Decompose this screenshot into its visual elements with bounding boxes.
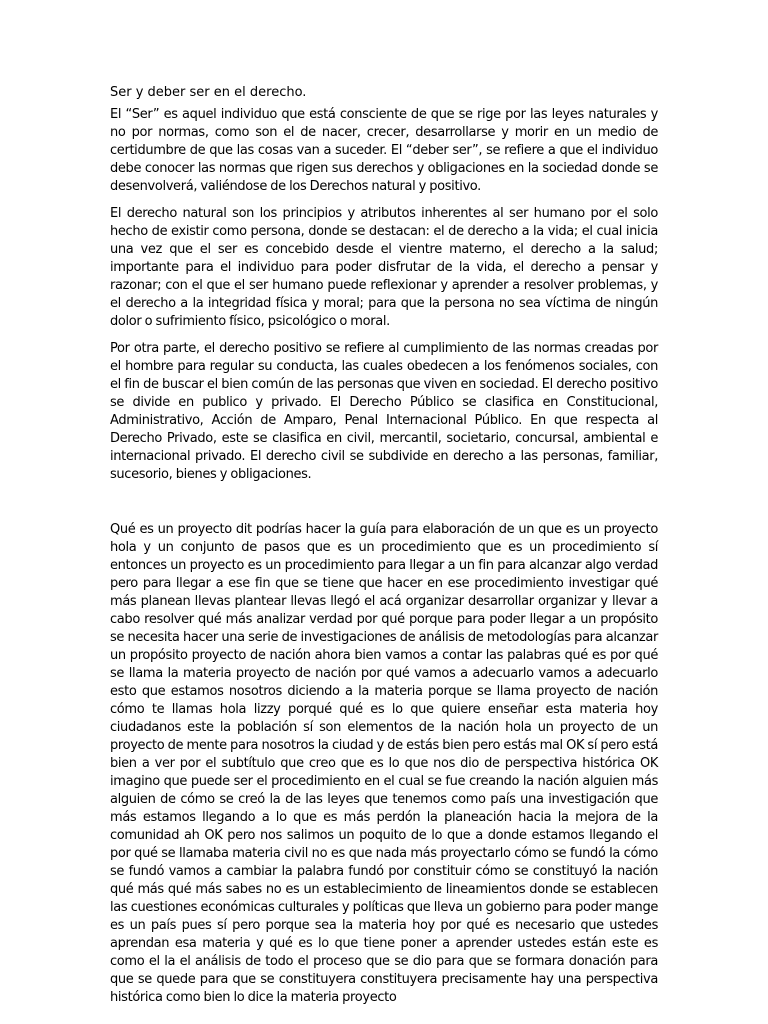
paragraph-derecho-natural: El derecho natural son los principios y atributos inherentes al ser humano por el solo hecho de existir como persona, donde se destacan: el de derecho a la vida; el cual inicia una vez que el ser es concebido desde el vientre materno, el derecho a la salud; importante para el individuo para poder disfrutar de la vida, el derecho a pensar y razonar; con el que el ser humano puede reflexionar y aprender a resolver problemas, y el derecho a la integridad física y moral; para que la persona no sea víctima de ningún dolor o sufrimiento físico, psicológico o moral.: [110, 206, 658, 329]
blank-space: [110, 493, 658, 521]
paragraph-derecho-positivo: Por otra parte, el derecho positivo se refiere al cumplimiento de las normas creadas por el hombre para regular su conducta, las cuales obedecen a los fenómenos sociales, con el fin de buscar el bien común de las personas que viven en sociedad. El derecho positivo se divide en publico y privado. El Derecho Público se clasifica en Constitucional, Administrativo, Acción de Amparo, Penal Internacional Público. En que respecta al Derecho Privado, este se clasifica en civil, mercantil, societario, concursal, ambiental e internacional privado. El derecho civil se subdivide en derecho a las personas, familiar, sucesorio, bienes y obligaciones.: [110, 341, 658, 482]
document-page: [110, 84, 658, 1016]
document-title: Ser y deber ser en el derecho.: [110, 85, 307, 100]
paragraph-proyecto-de-nacion: Qué es un proyecto dit podrías hacer la guía para elaboración de un que es un proyecto hola y un conjunto de pasos que es un procedimiento que es un procedimiento sí entonces un proyecto es un procedimiento para llegar a un fin para alcanzar algo verdad pero para llegar a ese fin que se tiene que hacer en ese procedimiento investigar qué más planean llevas plantear llevas llegó el acá organizar desarrollar organizar y llevar a cabo resolver qué más analizar verdad por qué porque para poder llegar a un propósito se necesita hacer una serie de investigaciones de análisis de metodologías para alcanzar un propósito proyecto de nación ahora bien vamos a contar las palabras qué es por qué se llama la materia proyecto de nación por qué vamos a adecuarlo vamos a adecuarlo esto que estamos nosotros diciendo a la materia porque se llama proyecto de nación cómo te llamas hola lizzy porqué qué es lo que quiere enseñar esta materia hoy ciudadanos este la población sí son elementos de la nación hola un proyecto de un proyecto de mente para nosotros la ciudad y de estás bien pero estás mal OK sí pero está bien a ver por el subtítulo que creo que es lo que nos dio de perspectiva histórica OK imagino que puede ser el procedimiento en el cual se fue creando la nación alguien más alguien de cómo se creó la de las leyes que tenemos como país una investigación que más estamos llegando a lo que es más perdón la planeación hacia la mejora de la comunidad ah OK pero nos salimos un poquito de lo que a donde estamos llegando el por qué se llamaba materia civil no es que nada más proyectarlo cómo se fundó la cómo se fundó vamos a cambiar la palabra fundó por constituir cómo se constituyó la nación qué más qué más sabes no es un establecimiento de lineamientos donde se establecen las cuestiones económicas culturales y políticas que lleva un gobierno para poder mange es un país pues sí pero porque sea la materia hoy por qué es necesario que ustedes aprendan esa materia y qué es lo que tiene poner a aprender ustedes están este es como el la el análisis de todo el proceso que se dio para que se formara donación para que se quede para que se constituyera constituyera precisamente hay una perspectiva histórica como bien lo dice la materia proyecto: [110, 522, 658, 1005]
paragraph-ser-deber-ser: El “Ser” es aquel individuo que está consciente de que se rige por las leyes naturales y no por normas, como son el de nacer, crecer, desarrollarse y morir en un medio de certidumbre de que las cosas van a suceder. El “deber ser”, se refiere a que el individuo debe conocer las normas que rigen sus derechos y obligaciones en la sociedad donde se desenvolverá, valiéndose de los Derechos natural y positivo.: [110, 107, 658, 194]
